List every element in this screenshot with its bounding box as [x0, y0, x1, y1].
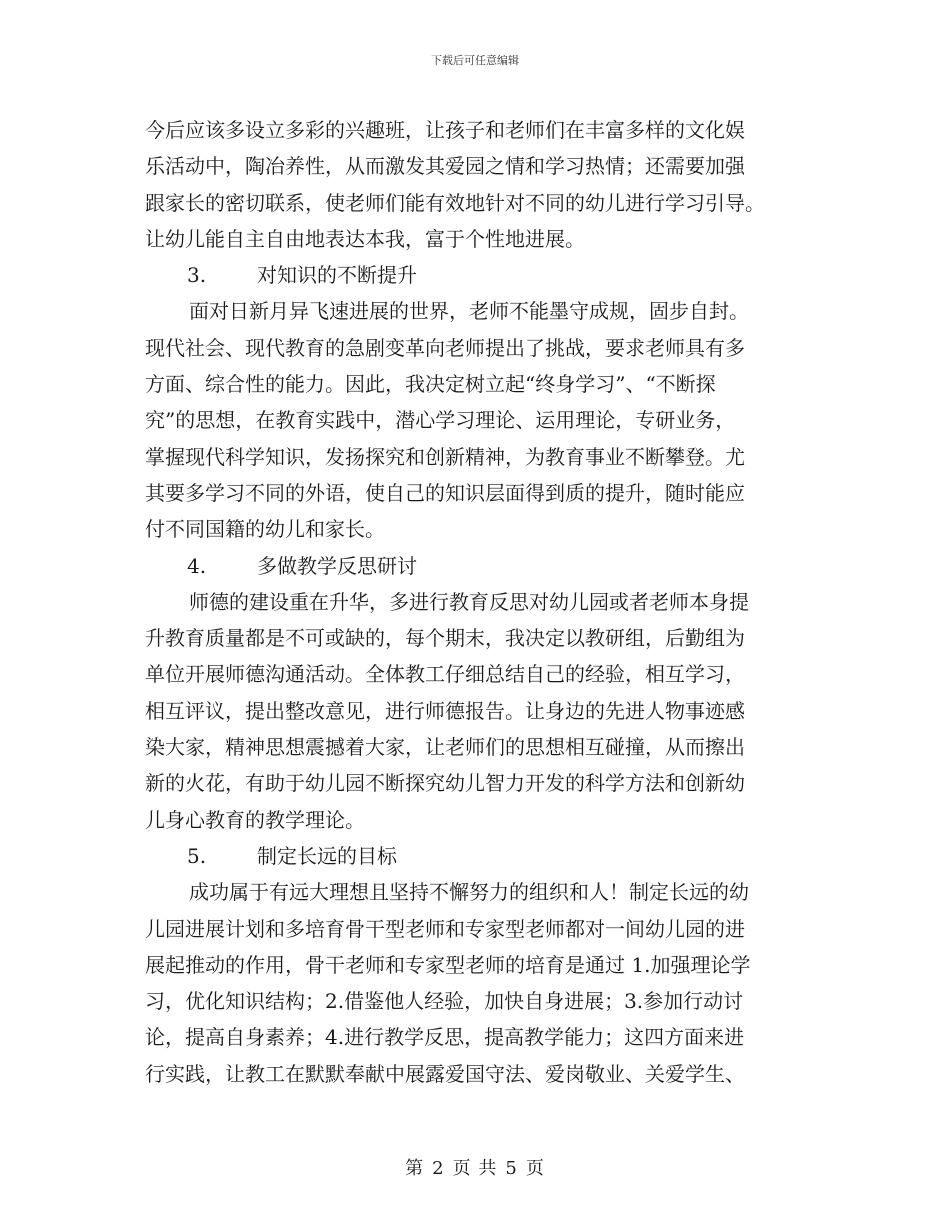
text-line: 相互评议，提出整改意见，进行师德报告。让身边的先进人物事迹感	[145, 698, 745, 723]
text-line: 付不同国籍的幼儿和家长。	[145, 517, 385, 542]
section-heading-3	[145, 257, 815, 293]
text-line: 儿身心教育的教学理论。	[145, 807, 365, 832]
section-number: 5.	[187, 843, 207, 868]
footer-middle: 页 共	[452, 1158, 498, 1179]
text-line: 新的火花，有助于幼儿园不断探究幼儿智力开发的科学方法和创新幼	[145, 771, 745, 796]
paragraph-first-line: 成功属于有远大理想且坚持不懈努力的组织和人！制定长远的幼	[189, 880, 749, 905]
total-page-number: 5	[505, 1158, 518, 1179]
current-page-number: 2	[432, 1158, 445, 1179]
section-title: 多做教学反思研讨	[257, 553, 417, 578]
section-title: 制定长远的目标	[257, 843, 397, 868]
text-line: 行实践，让教工在默默奉献中展露爱国守法、爱岗敬业、关爱学生、	[145, 1061, 745, 1086]
text-line: 让幼儿能自主自由地表达本我，富于个性地进展。	[145, 226, 585, 251]
text-line: 升教育质量都是不可或缺的，每个期末，我决定以教研组，后勤组为	[145, 626, 745, 651]
section-number: 3.	[187, 263, 207, 288]
footer-prefix: 第	[405, 1158, 425, 1179]
section-title: 对知识的不断提升	[257, 263, 417, 288]
text-line: 习，优化知识结构；2.借鉴他人经验，加快自身进展；3.参加行动讨	[145, 989, 744, 1014]
text-line: 方面、综合性的能力。因此，我决定树立起“终身学习”、“不断探	[145, 372, 716, 397]
page-footer	[0, 1154, 950, 1180]
paragraph-first-line: 师德的建设重在升华，多进行教育反思对幼儿园或者老师本身提	[189, 589, 749, 614]
text-line: 究”的思想，在教育实践中，潜心学习理论、运用理论，专研业务，	[145, 408, 736, 433]
text-line: 展起推动的作用，骨干老师和专家型老师的培育是通过 1.加强理论学	[145, 952, 751, 977]
document-body	[145, 112, 815, 1092]
footer-suffix: 页	[525, 1158, 545, 1179]
text-line: 染大家，精神思想震撼着大家，让老师们的思想相互碰撞，从而擦出	[145, 735, 745, 760]
text-line: 今后应该多设立多彩的兴趣班，让孩子和老师们在丰富多样的文化娱	[145, 118, 745, 142]
section-number: 4.	[187, 553, 207, 578]
section-heading-5	[145, 838, 815, 874]
page-header: 下载后可任意编辑	[431, 54, 519, 67]
text-line: 论，提高自身素养；4.进行教学反思，提高教学能力；这四方面来进	[145, 1025, 745, 1050]
text-line: 现代社会、现代教育的急剧变革向老师提出了挑战，要求老师具有多	[145, 335, 745, 360]
text-line: 乐活动中，陶冶养性，从而激发其爱园之情和学习热情；还需要加强	[145, 154, 745, 179]
text-line: 跟家长的密切联系，使老师们能有效地针对不同的幼儿进行学习引导。	[145, 190, 765, 215]
text-line: 单位开展师德沟通活动。全体教工仔细总结自己的经验，相互学习，	[145, 662, 745, 687]
paragraph-first-line: 面对日新月异飞速进展的世界，老师不能墨守成规，固步自封。	[189, 299, 749, 324]
text-line: 其要多学习不同的外语，使自己的知识层面得到质的提升，随时能应	[145, 480, 745, 505]
section-heading-4	[145, 548, 815, 584]
text-line: 儿园进展计划和多培育骨干型老师和专家型老师都对一间幼儿园的进	[145, 916, 745, 941]
text-line: 掌握现代科学知识，发扬探究和创新精神，为教育事业不断攀登。尤	[145, 444, 745, 469]
